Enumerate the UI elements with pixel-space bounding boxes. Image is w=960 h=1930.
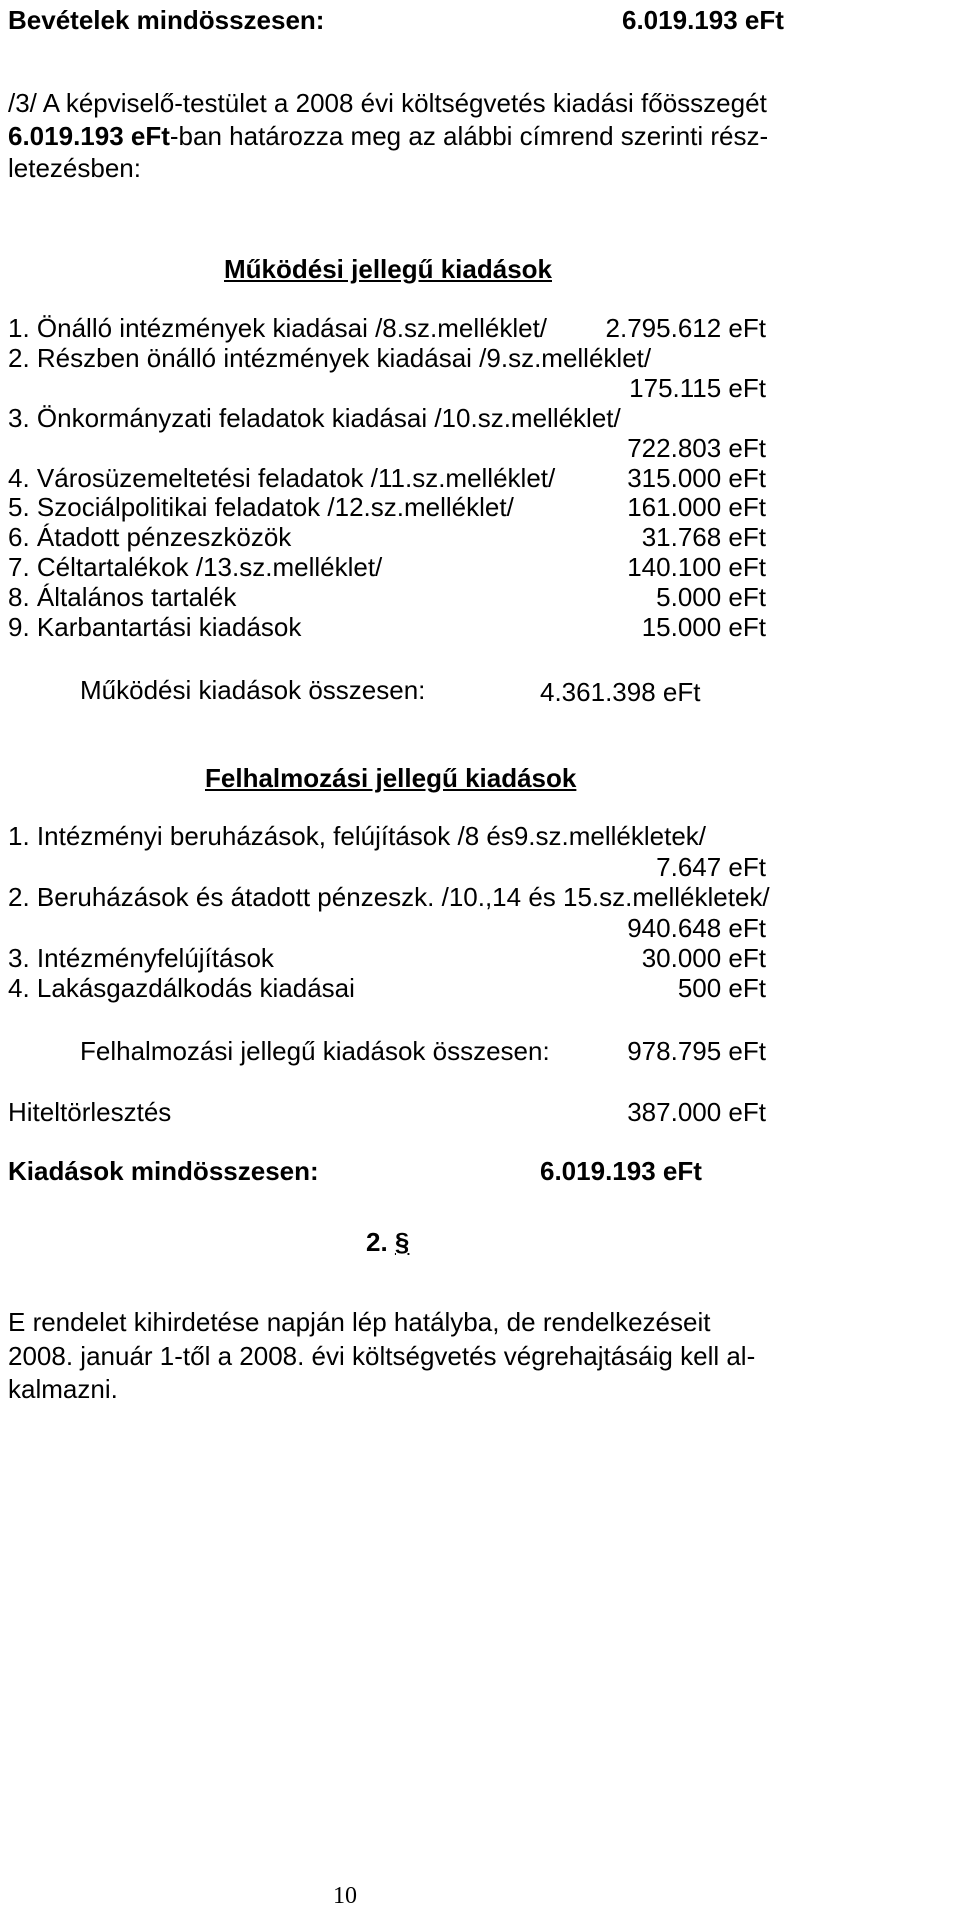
capital-total-amount: 978.795 eFt (627, 1036, 766, 1066)
operating-item-8-label: 8. Általános tartalék (8, 582, 237, 612)
operating-item-4-label: 4. Városüzemeltetési feladatok /11.sz.melléklet/ (8, 463, 556, 493)
operating-item-6-label: 6. Átadott pénzeszközök (8, 522, 292, 552)
operating-total-label: Működési kiadások összesen: (80, 675, 426, 705)
revenue-total-amount: 6.019.193 eFt (622, 5, 784, 35)
capital-item-2-label: 2. Beruházások és átadott pénzeszk. /10.,14 és 15.sz.mellékletek/ (8, 882, 770, 912)
closing-line3: kalmazni. (8, 1374, 118, 1404)
operating-item-2-amount: 175.115 eFt (629, 373, 766, 403)
section-heading (366, 1226, 409, 1258)
para3-amount: 6.019.193 eFt (8, 121, 170, 151)
operating-item-4-amount: 315.000 eFt (627, 463, 766, 493)
capital-item-1-label: 1. Intézményi beruházások, felújítások /8 és9.sz.mellékletek/ (8, 821, 707, 851)
operating-item-9-amount: 15.000 eFt (641, 612, 766, 642)
operating-heading: Működési jellegű kiadások (224, 254, 552, 284)
operating-item-1-label: 1. Önálló intézmények kiadásai /8.sz.melléklet/ (8, 313, 548, 343)
expenditure-total-label: Kiadások mindösszesen: (8, 1156, 319, 1186)
capital-item-4-label: 4. Lakásgazdálkodás kiadásai (8, 973, 355, 1003)
operating-item-9-label: 9. Karbantartási kiadások (8, 612, 302, 642)
section-number: 2. (366, 1227, 388, 1257)
capital-item-4-amount: 500 eFt (677, 973, 766, 1003)
para3-line2-rest: -ban határozza meg az alábbi címrend szerinti rész- (169, 121, 769, 151)
operating-item-5-label: 5. Szociálpolitikai feladatok /12.sz.melléklet/ (8, 492, 514, 522)
closing-line2: 2008. január 1-től a 2008. évi költségvetés végrehajtásáig kell al- (8, 1341, 756, 1371)
capital-item-1-amount: 7.647 eFt (656, 852, 766, 882)
operating-item-3-label: 3. Önkormányzati feladatok kiadásai /10.sz.melléklet/ (8, 403, 621, 433)
operating-item-1-amount: 2.795.612 eFt (605, 313, 766, 343)
para3-line2 (8, 120, 768, 152)
capital-heading: Felhalmozási jellegű kiadások (205, 763, 577, 793)
capital-item-3-amount: 30.000 eFt (641, 943, 766, 973)
operating-item-6-amount: 31.768 eFt (641, 522, 766, 552)
expenditure-total-amount: 6.019.193 eFt (540, 1156, 702, 1186)
operating-item-7-label: 7. Céltartalékok /13.sz.melléklet/ (8, 552, 383, 582)
operating-item-5-amount: 161.000 eFt (627, 492, 766, 522)
operating-item-7-amount: 140.100 eFt (627, 552, 766, 582)
para3-line3: letezésben: (8, 153, 141, 183)
operating-item-3-amount: 722.803 eFt (627, 433, 766, 463)
loan-repayment-amount: 387.000 eFt (627, 1097, 766, 1127)
closing-line1: E rendelet kihirdetése napján lép hatályba, de rendelkezéseit (8, 1307, 711, 1337)
page-number: 10 (333, 1883, 357, 1909)
capital-total-label: Felhalmozási jellegű kiadások összesen: (80, 1036, 550, 1066)
operating-item-8-amount: 5.000 eFt (656, 582, 766, 612)
para3-line1: /3/ A képviselő-testület a 2008 évi költségvetés kiadási főösszegét (8, 88, 767, 118)
operating-item-2-label: 2. Részben önálló intézmények kiadásai /9.sz.melléklet/ (8, 343, 652, 373)
capital-item-3-label: 3. Intézményfelújítások (8, 943, 274, 973)
section-sign: § (394, 1227, 410, 1257)
loan-repayment-label: Hiteltörlesztés (8, 1097, 172, 1127)
revenue-total-label: Bevételek mindösszesen: (8, 5, 325, 35)
capital-item-2-amount: 940.648 eFt (627, 913, 766, 943)
operating-total-amount: 4.361.398 eFt (540, 677, 701, 707)
